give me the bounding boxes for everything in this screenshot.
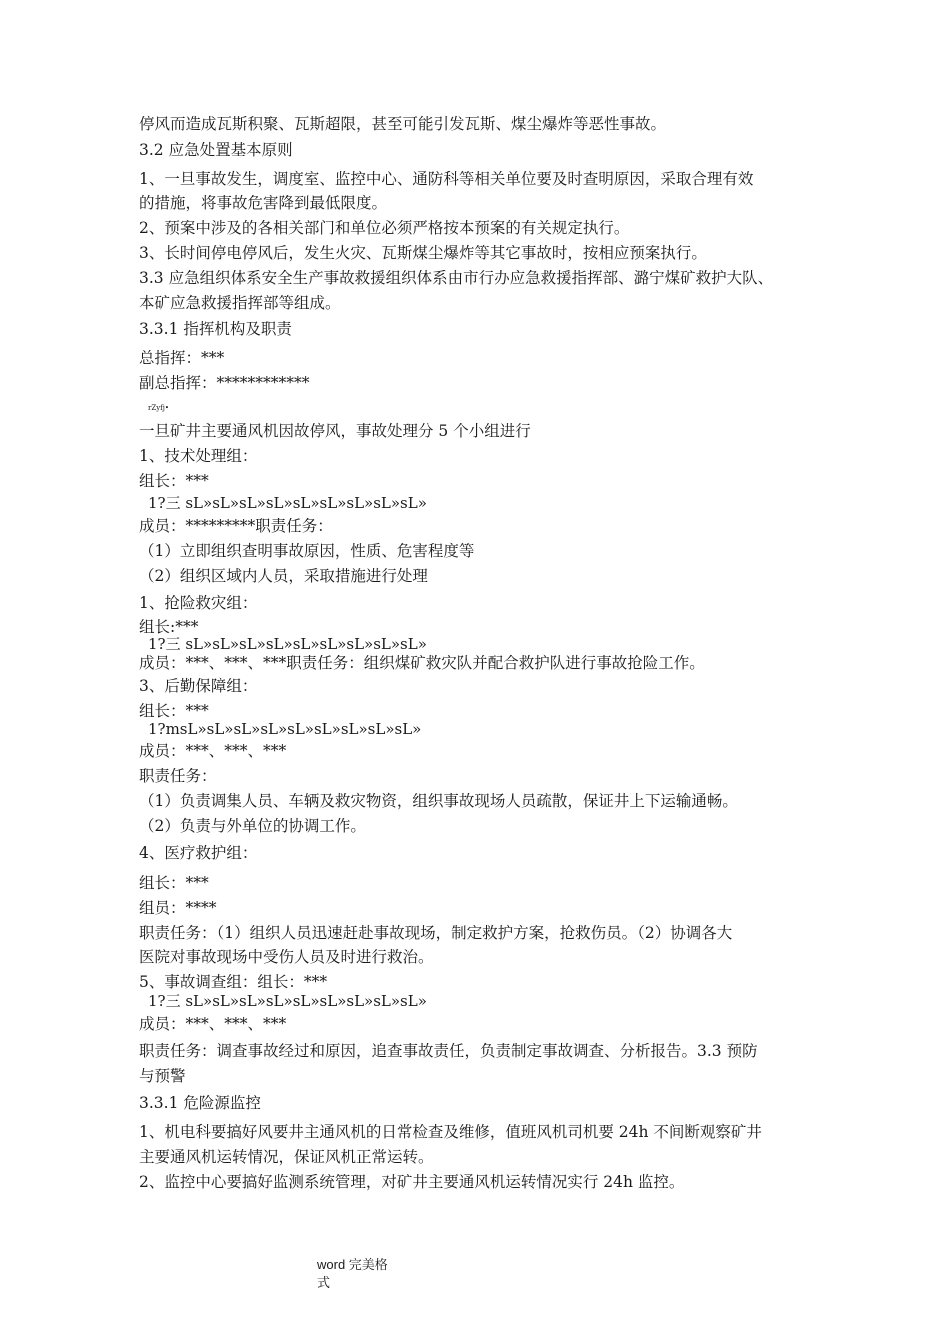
body-text-line: 组长：*** (139, 472, 209, 490)
group-heading: 1、抢险救灾组： (139, 594, 258, 612)
body-text-line: 职责任务： (139, 767, 217, 785)
body-text-line: 职责任务：（1）组织人员迅速赶赴事故现场，制定救护方案，抢救伤员。（2）协调各大 (139, 924, 733, 942)
section-heading: 3.3.1 指挥机构及职责 (139, 320, 292, 338)
body-text-line: 副总指挥：************ (139, 374, 310, 392)
garbled-text: 1?三 sL»sL»sL»sL»sL»sL»sL»sL»sL» (148, 494, 427, 512)
group-heading: 3、后勤保障组： (139, 677, 258, 695)
body-text-line: （1）负责调集人员、车辆及救灾物资，组织事故现场人员疏散，保证井上下运输通畅。 (139, 792, 738, 810)
garbled-text: 1?三 sL»sL»sL»sL»sL»sL»sL»sL»sL» (148, 992, 427, 1010)
body-text-line: 职责任务：调查事故经过和原因，追查事故责任，负责制定事故调查、分析报告。3.3 预防 (139, 1042, 758, 1060)
body-text-line: 医院对事故现场中受伤人员及时进行救治。 (139, 948, 434, 966)
body-text-line: （2）组织区域内人员，采取措施进行处理 (139, 567, 428, 585)
section-heading: 3.3 应急组织体系安全生产事故救援组织体系由市行办应急救援指挥部、潞宁煤矿救护大队、 (139, 269, 774, 287)
garbled-text: 1?msL»sL»sL»sL»sL»sL»sL»sL»sL» (148, 720, 422, 738)
body-text-line: 2、预案中涉及的各相关部门和单位必须严格按本预案的有关规定执行。 (139, 219, 630, 237)
footer-text: 式 (317, 1275, 331, 1290)
body-text-line: 组长：*** (139, 702, 209, 720)
body-text-line: 成员：***、***、***职责任务：组织煤矿救灾队并配合救护队进行事故抢险工作。 (139, 654, 705, 672)
body-text-line: 2、监控中心要搞好监测系统管理，对矿井主要通风机运转情况实行 24h 监控。 (139, 1173, 685, 1191)
body-text-line: 组长:*** (139, 618, 199, 636)
body-text-line: 组长：*** (139, 874, 209, 892)
body-text-line: （2）负责与外单位的协调工作。 (139, 817, 366, 835)
group-heading: 4、医疗救护组： (139, 844, 258, 862)
body-text-line: 3、长时间停电停风后，发生火灾、瓦斯煤尘爆炸等其它事故时，按相应预案执行。 (139, 244, 707, 262)
footer-text: word 完美格 (317, 1257, 388, 1272)
garbled-text: 1?三 sL»sL»sL»sL»sL»sL»sL»sL»sL» (148, 635, 427, 653)
body-text-line: 成员：*********职责任务： (139, 517, 333, 535)
group-heading: 5、事故调查组：组长：*** (139, 973, 328, 991)
body-text-line: 本矿应急救援指挥部等组成。 (139, 294, 341, 312)
body-text-line: 成员：***、***、*** (139, 742, 287, 760)
body-text-line: （1）立即组织查明事故原因，性质、危害程度等 (139, 542, 475, 560)
body-text-line: 停风而造成瓦斯积聚、瓦斯超限，甚至可能引发瓦斯、煤尘爆炸等恶性事故。 (139, 115, 667, 133)
body-text-line: 组员：**** (139, 899, 217, 917)
body-text-line: 1、一旦事故发生，调度室、监控中心、通防科等相关单位要及时查明原因，采取合理有效 (139, 170, 754, 188)
section-heading: 3.3.1 危险源监控 (139, 1094, 261, 1112)
group-heading: 1、技术处理组： (139, 447, 258, 465)
body-text-line: 1、机电科要搞好风要井主通风机的日常检查及维修，值班风机司机要 24h 不间断观察矿井 (139, 1123, 762, 1141)
section-heading: 3.2 应急处置基本原则 (139, 141, 293, 159)
body-text-line: 主要通风机运转情况，保证风机正常运转。 (139, 1148, 434, 1166)
body-text-line: 与预警 (139, 1067, 186, 1085)
body-text-line: 一旦矿井主要通风机因故停风，事故处理分 5 个小组进行 (139, 422, 531, 440)
body-text-line: 总指挥：*** (139, 349, 225, 367)
body-text-line: 成员：***、***、*** (139, 1015, 287, 1033)
garbled-text: rZyfj• (148, 404, 170, 412)
body-text-line: 的措施，将事故危害降到最低限度。 (139, 194, 388, 212)
